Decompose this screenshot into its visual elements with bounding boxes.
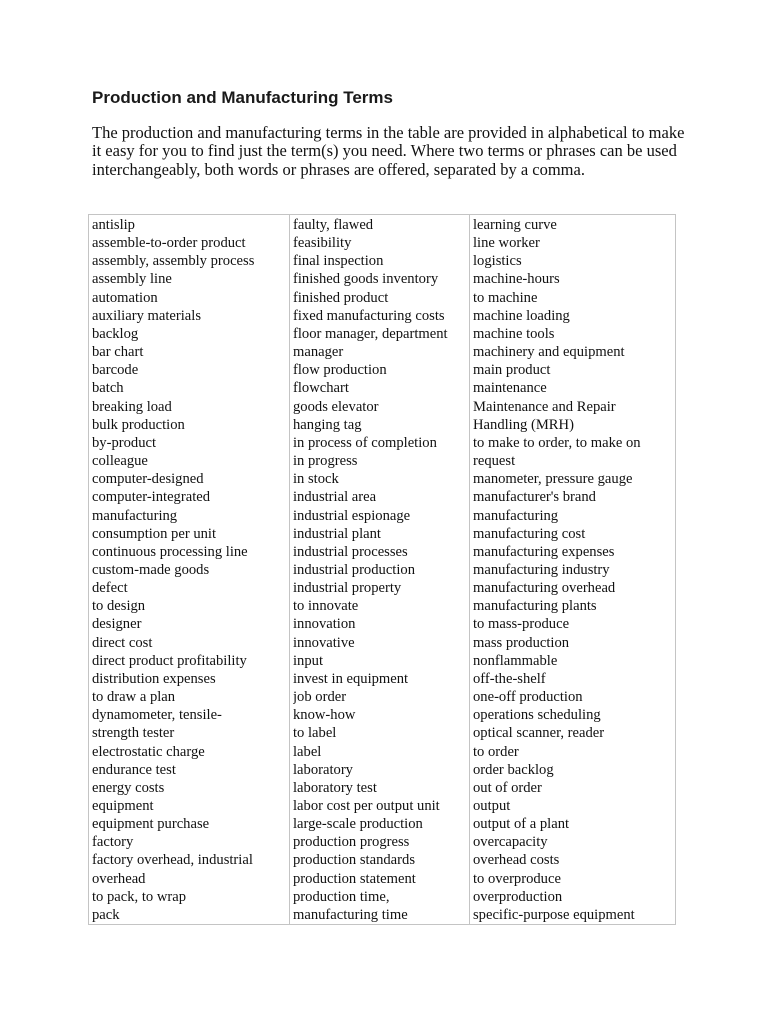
term-line: production statement	[293, 870, 416, 887]
term-line: laboratory	[293, 761, 353, 778]
term-line: auxiliary materials	[92, 307, 202, 324]
term-line: final inspection	[293, 253, 384, 270]
term-line: optical scanner, reader	[473, 725, 605, 742]
term-line: direct product profitability	[92, 652, 247, 669]
term-line: industrial processes	[293, 543, 408, 560]
term-line: manufacturing overhead	[473, 580, 616, 597]
term-line: factory overhead, industrial	[92, 852, 253, 869]
term-line: mass production	[473, 634, 570, 651]
term-line: hanging tag	[293, 416, 362, 433]
term-line: manufacturing plants	[473, 598, 597, 615]
term-line: machinery and equipment	[473, 344, 625, 361]
term-line: equipment purchase	[92, 816, 210, 833]
term-line: to pack, to wrap	[92, 888, 187, 905]
term-line: manufacturing	[92, 507, 178, 524]
term-line: feasibility	[293, 235, 352, 252]
term-line: output	[473, 798, 511, 814]
term-line: innovation	[293, 616, 356, 633]
term-line: specific-purpose equipment	[473, 906, 635, 923]
term-line: output of a plant	[473, 816, 570, 833]
terms-table	[88, 214, 676, 925]
term-line: designer	[92, 616, 142, 633]
term-line: antislip	[92, 217, 135, 233]
term-line: logistics	[473, 253, 522, 270]
term-line: off-the-shelf	[473, 670, 546, 687]
term-line: production time,	[293, 888, 390, 905]
term-line: nonflammable	[473, 652, 558, 669]
term-line: innovative	[293, 634, 355, 651]
term-line: fixed manufacturing costs	[293, 307, 445, 324]
term-line: to draw a plan	[92, 689, 176, 706]
term-line: Maintenance and Repair	[473, 398, 616, 415]
term-line: by-product	[92, 434, 157, 451]
term-line: defect	[92, 580, 128, 597]
term-line: in stock	[293, 471, 339, 488]
term-line: finished product	[293, 289, 389, 306]
term-line: to machine	[473, 289, 538, 306]
term-line: overhead costs	[473, 852, 560, 869]
term-line: custom-made goods	[92, 561, 210, 578]
term-line: consumption per unit	[92, 525, 217, 542]
term-line: equipment	[92, 798, 154, 814]
term-line: batch	[92, 380, 124, 397]
term-line: line worker	[473, 235, 540, 252]
term-line: to innovate	[293, 598, 359, 615]
term-line: electrostatic charge	[92, 743, 205, 760]
term-line: goods elevator	[293, 398, 379, 415]
term-line: request	[473, 453, 516, 470]
term-line: maintenance	[473, 380, 547, 397]
term-line: in progress	[293, 453, 358, 470]
term-line: bulk production	[92, 416, 185, 433]
term-line: dynamometer, tensile-	[92, 707, 222, 724]
terms-column-3	[470, 215, 675, 924]
term-line: endurance test	[92, 761, 176, 778]
term-line: to make to order, to make on	[473, 434, 641, 451]
term-line: floor manager, department	[293, 325, 448, 342]
term-line: input	[293, 652, 323, 669]
term-line: label	[293, 743, 322, 760]
term-line: continuous processing line	[92, 543, 248, 560]
term-line: factory	[92, 834, 134, 851]
term-line: to order	[473, 743, 519, 760]
term-line: colleague	[92, 453, 148, 470]
document-title: Production and Manufacturing Terms	[92, 88, 393, 107]
term-line: main product	[473, 362, 551, 379]
term-line: breaking load	[92, 398, 172, 415]
term-line: machine loading	[473, 307, 570, 324]
term-line: pack	[92, 906, 120, 923]
term-line: flow production	[293, 362, 387, 379]
terms-column-2	[290, 215, 470, 924]
term-line: manometer, pressure gauge	[473, 471, 633, 488]
terms-column-1	[89, 215, 290, 924]
term-line: strength tester	[92, 725, 175, 742]
term-line: direct cost	[92, 634, 153, 651]
term-line: in process of completion	[293, 434, 437, 451]
term-line: energy costs	[92, 779, 165, 796]
term-line: learning curve	[473, 217, 557, 233]
term-line: production progress	[293, 834, 410, 851]
term-line: barcode	[92, 362, 139, 379]
term-line: to label	[293, 725, 337, 742]
term-line: industrial property	[293, 580, 402, 597]
term-line: manufacturing time	[293, 906, 408, 923]
term-line: to design	[92, 598, 146, 615]
term-line: overcapacity	[473, 834, 548, 851]
term-line: production standards	[293, 852, 415, 869]
term-line: to overproduce	[473, 870, 561, 887]
term-line: flowchart	[293, 380, 349, 397]
term-line: job order	[293, 689, 347, 706]
term-line: faulty, flawed	[293, 217, 374, 233]
intro-paragraph: The production and manufacturing terms in the table are provided in alphabetical to make it easy for you to find just the term(s) you need. Where two terms or phrases can be used interchangeably, both words or phrases are offered, separated by a comma.	[92, 123, 685, 179]
term-line: computer-integrated	[92, 489, 211, 506]
term-line: Handling (MRH)	[473, 416, 574, 433]
term-line: industrial plant	[293, 525, 381, 542]
term-line: overhead	[92, 870, 146, 887]
term-line: backlog	[92, 325, 139, 342]
term-line: labor cost per output unit	[293, 798, 440, 814]
term-line: assemble-to-order product	[92, 235, 246, 252]
term-line: manufacturing cost	[473, 525, 586, 542]
term-line: one-off production	[473, 689, 583, 706]
term-line: manufacturing	[473, 507, 559, 524]
term-line: automation	[92, 289, 158, 306]
term-line: operations scheduling	[473, 707, 601, 724]
term-line: to mass-produce	[473, 616, 570, 633]
term-line: assembly line	[92, 271, 172, 288]
term-line: invest in equipment	[293, 670, 409, 687]
term-line: machine-hours	[473, 271, 560, 288]
term-line: assembly, assembly process	[92, 253, 255, 270]
term-line: finished goods inventory	[293, 271, 439, 288]
term-line: bar chart	[92, 344, 144, 361]
term-line: industrial area	[293, 489, 377, 506]
term-line: laboratory test	[293, 779, 377, 796]
term-line: manufacturing expenses	[473, 543, 615, 560]
term-line: manufacturing industry	[473, 561, 610, 578]
term-line: know-how	[293, 707, 356, 724]
term-line: manufacturer's brand	[473, 489, 596, 506]
term-line: overproduction	[473, 888, 563, 905]
term-line: large-scale production	[293, 816, 423, 833]
term-line: industrial espionage	[293, 507, 411, 524]
term-line: order backlog	[473, 761, 554, 778]
term-line: computer-designed	[92, 471, 204, 488]
term-line: out of order	[473, 779, 542, 796]
term-line: distribution expenses	[92, 670, 216, 687]
term-line: machine tools	[473, 325, 555, 342]
term-line: manager	[293, 344, 344, 361]
term-line: industrial production	[293, 561, 416, 578]
